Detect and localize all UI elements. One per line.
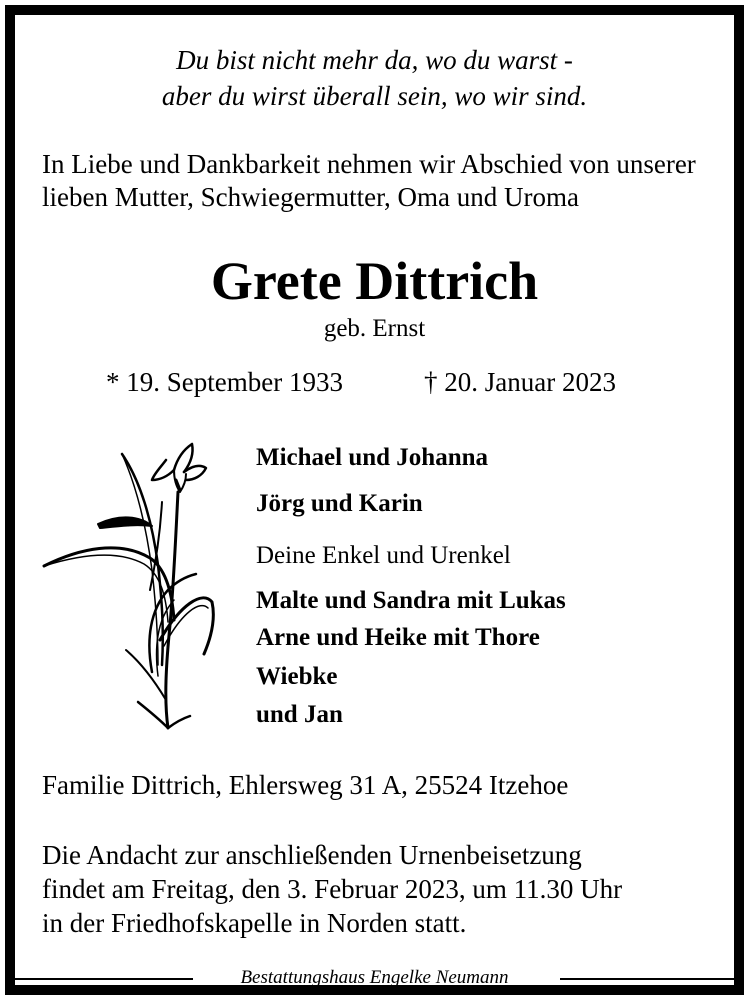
ceremony-line-1: Die Andacht zur anschließenden Urnenbeisetzung (42, 840, 582, 870)
ceremony-line-3: in der Friedhofskapelle in Norden statt. (42, 908, 467, 938)
motto-line-2: aber du wirst überall sein, wo wir sind. (161, 81, 588, 111)
footer (15, 964, 734, 992)
deceased-name: Grete Dittrich (210, 251, 539, 311)
iris-flower-icon (40, 440, 220, 735)
footer-rule-right (560, 978, 734, 980)
birth-date: * 19. September 1933 (106, 367, 343, 397)
ceremony-line-2: findet am Freitag, den 3. Februar 2023, um 11.30 Uhr (42, 874, 623, 904)
grandchildren-1: Malte und Sandra mit Lukas (256, 587, 566, 614)
motto-line-1: Du bist nicht mehr da, wo du warst - (176, 45, 573, 75)
funeral-home-name: Bestattungshaus Engelke Neumann (240, 967, 509, 988)
family-children-2: Jörg und Karin (256, 490, 423, 517)
family-children-1: Michael und Johanna (256, 444, 489, 471)
family-address: Familie Dittrich, Ehlersweg 31 A, 25524 Itzehoe (42, 770, 569, 800)
grandchildren-3: Wiebke (256, 663, 338, 690)
intro-text: In Liebe und Dankbarkeit nehmen wir Abschied von unserer lieben Mutter, Schwiegermutter, Oma und Uroma (42, 149, 696, 212)
grandchildren-4: und Jan (256, 701, 343, 728)
birth-name: geb. Ernst (323, 315, 426, 342)
motto-quote (0, 42, 749, 114)
grandchildren-label: Deine Enkel und Urenkel (256, 542, 511, 569)
death-date: † 20. Januar 2023 (424, 367, 616, 397)
grandchildren-2: Arne und Heike mit Thore (256, 624, 540, 651)
ceremony-info (42, 838, 732, 940)
